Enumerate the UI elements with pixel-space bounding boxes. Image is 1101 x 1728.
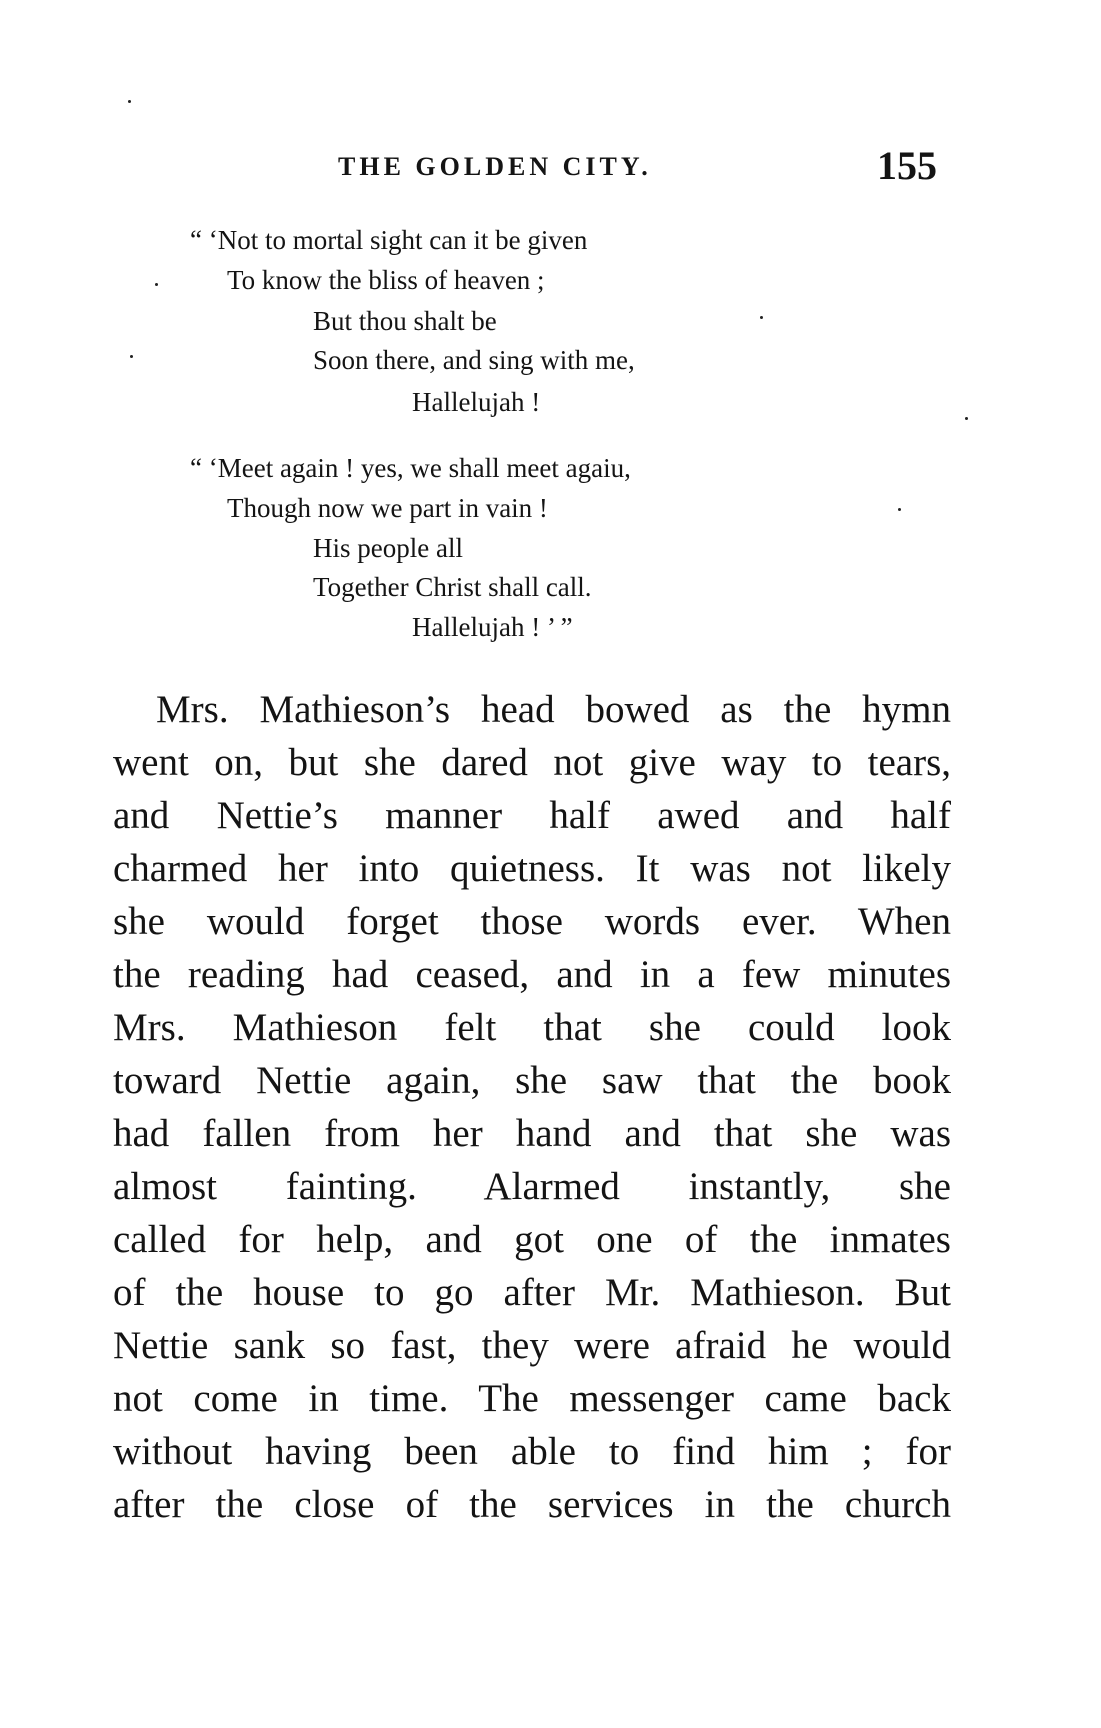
poem-line: But thou shalt be bbox=[313, 306, 497, 336]
print-speck bbox=[898, 508, 901, 511]
poem-line: Soon there, and sing with me, bbox=[313, 345, 635, 375]
print-speck bbox=[130, 355, 133, 358]
print-speck bbox=[760, 316, 763, 319]
poem-line: Hallelujah ! bbox=[412, 387, 541, 417]
poem-line: “ ‘Not to mortal sight can it be given bbox=[190, 225, 588, 255]
poem-line: His people all bbox=[313, 533, 463, 563]
print-speck bbox=[965, 417, 968, 420]
prose-line: charmed her into quietness. It was not likely bbox=[113, 847, 951, 890]
prose-line: after the close of the services in the church bbox=[113, 1483, 951, 1526]
poem-line: Together Christ shall call. bbox=[313, 572, 592, 602]
poem-line: To know the bliss of heaven ; bbox=[227, 265, 545, 295]
page-number: 155 bbox=[877, 143, 937, 188]
prose-line: had fallen from her hand and that she was bbox=[113, 1112, 951, 1155]
prose-line: went on, but she dared not give way to tears, bbox=[113, 741, 951, 784]
prose-line: and Nettie’s manner half awed and half bbox=[113, 794, 951, 837]
prose-line: Mrs. Mathieson felt that she could look bbox=[113, 1006, 951, 1049]
prose-line: Nettie sank so fast, they were afraid he would bbox=[113, 1324, 951, 1367]
poem-line: “ ‘Meet again ! yes, we shall meet agaiu, bbox=[190, 453, 631, 483]
prose-line: almost fainting. Alarmed instantly, she bbox=[113, 1165, 951, 1208]
prose-line: not come in time. The messenger came back bbox=[113, 1377, 951, 1420]
print-speck bbox=[155, 283, 158, 286]
running-title: THE GOLDEN CITY. bbox=[338, 152, 652, 181]
poem-line: Hallelujah ! ’ ” bbox=[412, 612, 573, 642]
prose-line: Mrs. Mathieson’s head bowed as the hymn bbox=[156, 688, 951, 731]
prose-line: without having been able to find him ; for bbox=[113, 1430, 951, 1473]
poem-line: Though now we part in vain ! bbox=[227, 493, 548, 523]
prose-line: the reading had ceased, and in a few minutes bbox=[113, 953, 951, 996]
prose-line: she would forget those words ever. When bbox=[113, 900, 951, 943]
prose-line: toward Nettie again, she saw that the book bbox=[113, 1059, 951, 1102]
prose-line: called for help, and got one of the inmates bbox=[113, 1218, 951, 1261]
prose-line: of the house to go after Mr. Mathieson. But bbox=[113, 1271, 951, 1314]
print-speck bbox=[128, 100, 131, 103]
